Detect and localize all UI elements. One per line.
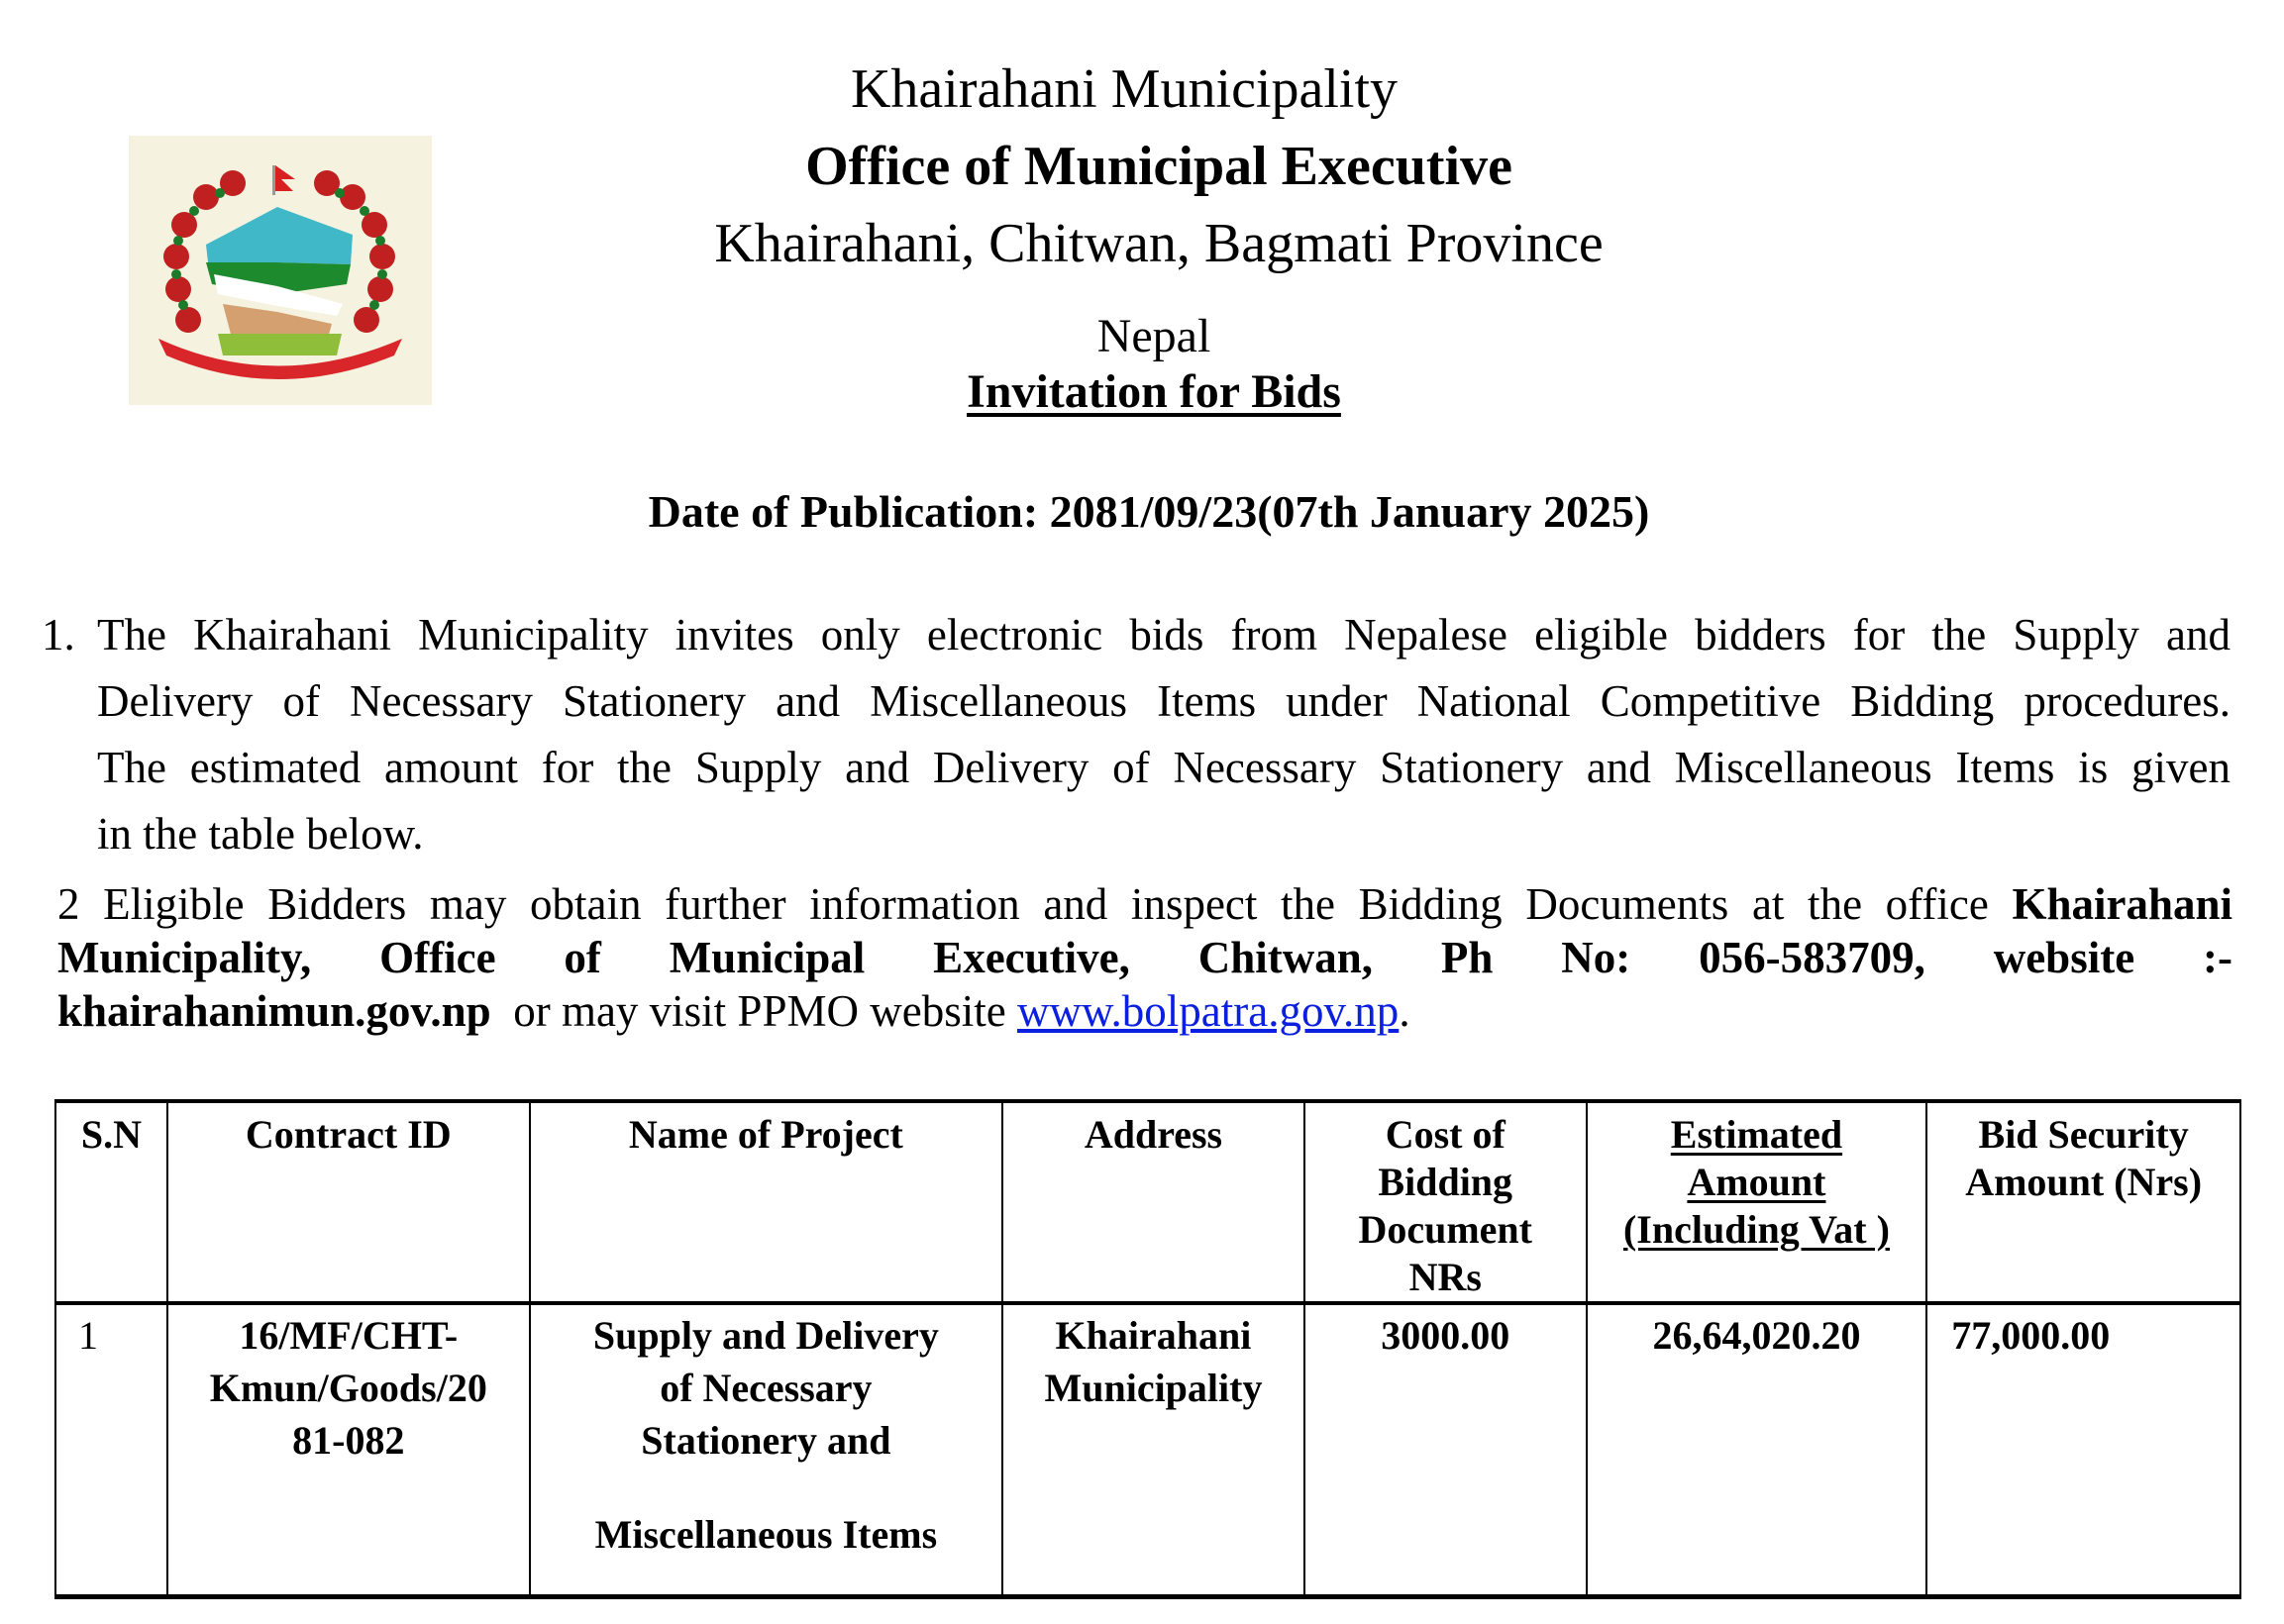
- paragraph-line: The estimated amount for the Supply and Delivery of Necessary Stationery and Miscellaneous Items is given: [97, 743, 2231, 792]
- office-contact-text: Municipality, Office of Municipal Executive, Chitwan, Ph No: 056-583709, website :-: [57, 933, 2232, 982]
- cell-sn: 1: [55, 1303, 167, 1596]
- header-cost-line: Bidding: [1378, 1160, 1513, 1204]
- publication-date: Date of Publication: 2081/09/23(07th January 2025): [648, 486, 1650, 537]
- cell-contract-id: [167, 1303, 530, 1596]
- cell-address: [1002, 1303, 1304, 1596]
- project-line: Supply and Delivery: [592, 1313, 939, 1358]
- header-project: Name of Project: [530, 1101, 1002, 1303]
- cell-project: [530, 1303, 1002, 1596]
- paragraph-line: [57, 931, 2232, 984]
- table-header-row: [55, 1101, 2240, 1303]
- header-security-line: Amount (Nrs): [1965, 1160, 2203, 1204]
- address-line: Khairahani: [1055, 1313, 1252, 1358]
- header-security-line: Bid Security: [1978, 1112, 2189, 1157]
- contract-id-line: Kmun/Goods/20: [209, 1366, 487, 1410]
- paragraph-line: [57, 984, 2232, 1038]
- paragraph-line: The Khairahani Municipality invites only electronic bids from Nepalese eligible bidders for the Supply and: [97, 610, 2231, 660]
- office-address: Khairahani, Chitwan, Bagmati Province: [714, 213, 1604, 274]
- paragraph-line: Delivery of Necessary Stationery and Miscellaneous Items under National Competitive Bidding procedures.: [97, 676, 2231, 726]
- info-text: or may visit PPMO website: [490, 986, 1017, 1036]
- header-estimate-line: Estimated: [1670, 1112, 1843, 1157]
- table-row: [55, 1303, 2240, 1596]
- header-estimate-line: Amount: [1687, 1160, 1826, 1204]
- header-cost-line: Cost of: [1385, 1112, 1505, 1157]
- office-name: Office of Municipal Executive: [805, 136, 1512, 197]
- cell-security: 77,000.00: [1926, 1303, 2240, 1596]
- header-estimate: [1587, 1101, 1927, 1303]
- paragraph-line: in the table below.: [97, 809, 424, 859]
- notice-title: Invitation for Bids: [967, 365, 1341, 418]
- header-address: Address: [1002, 1101, 1304, 1303]
- header-cost-line: NRs: [1408, 1255, 1482, 1299]
- info-text: 2 Eligible Bidders may obtain further information and inspect the Bidding Documents at the office: [57, 879, 2013, 929]
- header-sn: S.N: [55, 1101, 167, 1303]
- cell-cost: 3000.00: [1304, 1303, 1587, 1596]
- municipality-name: Khairahani Municipality: [850, 58, 1399, 120]
- paragraph-line: [57, 877, 2232, 931]
- cell-estimate: 26,64,020.20: [1587, 1303, 1927, 1596]
- header-cost: [1304, 1101, 1587, 1303]
- office-bold-text: Khairahani: [2012, 879, 2232, 929]
- bids-table: [54, 1099, 2241, 1599]
- period: .: [1399, 986, 1410, 1036]
- header-cost-line: Document: [1358, 1207, 1532, 1252]
- municipality-website[interactable]: khairahanimun.gov.np: [57, 986, 491, 1036]
- header-security: [1926, 1101, 2240, 1303]
- bolpatra-link[interactable]: www.bolpatra.gov.np: [1016, 986, 1400, 1036]
- line-gap: [537, 1467, 995, 1508]
- paragraph-number: 1.: [42, 610, 75, 660]
- project-line: Stationery and: [641, 1418, 891, 1463]
- contract-id-line: 81-082: [292, 1418, 405, 1463]
- paragraph-information: [57, 877, 2232, 1038]
- project-line: of Necessary: [660, 1366, 873, 1410]
- paragraph-invitation: [42, 602, 2231, 867]
- header-estimate-line: (Including Vat ): [1622, 1207, 1890, 1252]
- header-contract-id: Contract ID: [167, 1101, 530, 1303]
- country-name: Nepal: [1096, 310, 1211, 362]
- project-line: Miscellaneous Items: [594, 1512, 938, 1557]
- address-line: Municipality: [1044, 1366, 1263, 1410]
- contract-id-line: 16/MF/CHT-: [239, 1313, 459, 1358]
